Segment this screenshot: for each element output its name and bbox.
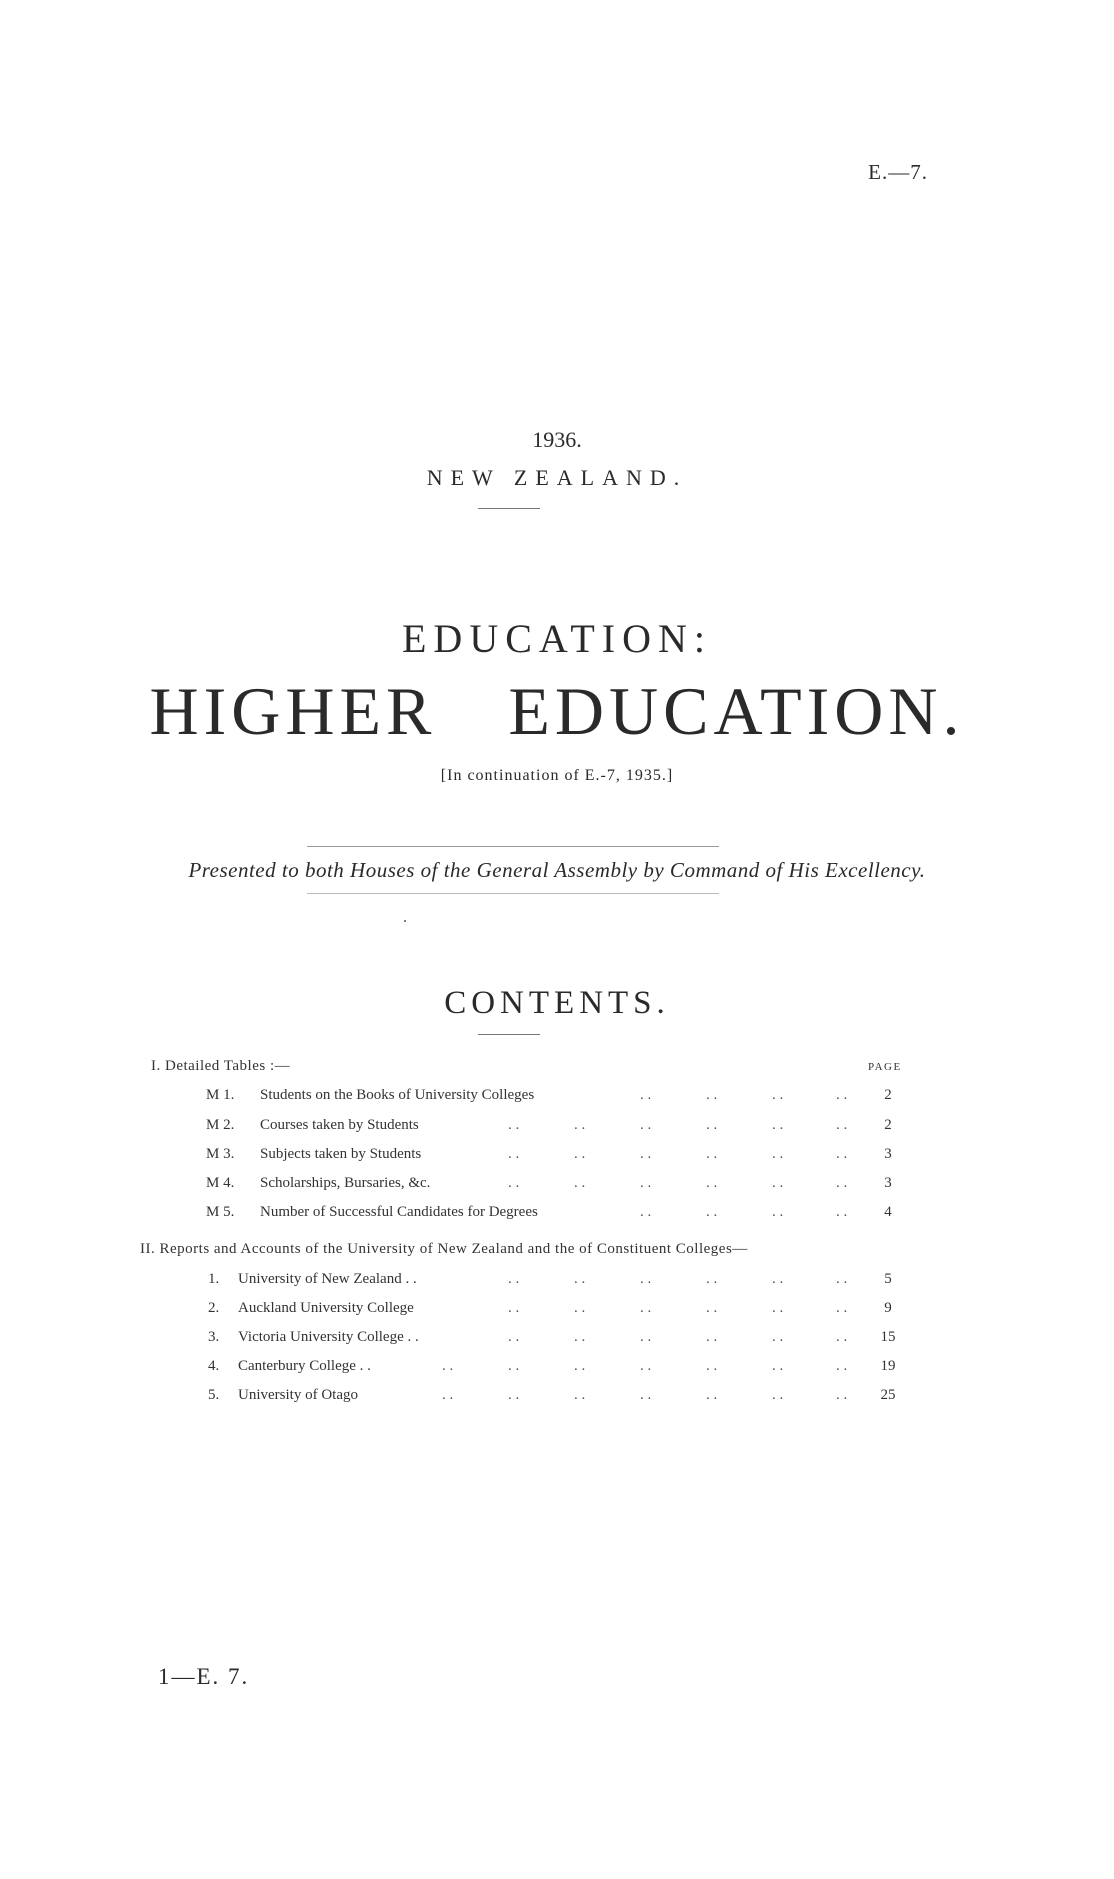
divider [478, 508, 540, 509]
item-title: University of Otago [238, 1387, 358, 1403]
item-number: 2. [208, 1300, 220, 1316]
item-title: Auckland University College [238, 1300, 414, 1316]
page-column-label: PAGE [868, 1061, 902, 1073]
item-page: 4 [884, 1204, 892, 1220]
subject-heading: EDUCATION: [402, 616, 712, 661]
item-title: University of New Zealand . . [238, 1271, 417, 1287]
item-page: 3 [884, 1175, 892, 1191]
item-number: M 3. [206, 1146, 235, 1162]
item-page: 5 [884, 1271, 892, 1287]
item-page: 25 [880, 1387, 896, 1403]
item-page: 9 [884, 1300, 892, 1316]
item-number: M 4. [206, 1175, 235, 1191]
section-label: I. Detailed Tables :— [151, 1058, 291, 1074]
item-number: 5. [208, 1387, 220, 1403]
contents-heading: CONTENTS. [444, 985, 670, 1021]
item-title: Courses taken by Students [260, 1117, 419, 1133]
continuation-note: [In continuation of E.-7, 1935.] [440, 767, 674, 784]
section-label: II. Reports and Accounts of the University of New Zealand and the of Constituent Colleges— [140, 1241, 748, 1257]
item-page: 2 [884, 1117, 892, 1133]
item-title: Number of Successful Candidates for Degrees [260, 1204, 538, 1220]
divider [478, 1034, 540, 1035]
signature-mark: 1—E. 7. [158, 1664, 250, 1689]
item-page: 2 [884, 1087, 892, 1103]
item-number: M 5. [206, 1204, 235, 1220]
item-title: Students on the Books of University Colleges [260, 1087, 535, 1103]
ink-dot [404, 920, 406, 922]
page-title: HIGHER EDUCATION. [149, 673, 965, 749]
item-number: 4. [208, 1358, 220, 1374]
document-reference: E.—7. [868, 160, 928, 184]
item-number: 3. [208, 1329, 220, 1345]
item-page: 3 [884, 1146, 892, 1162]
item-page: 19 [880, 1358, 896, 1374]
item-page: 15 [880, 1329, 896, 1345]
item-title: Subjects taken by Students [260, 1146, 422, 1162]
item-title: Canterbury College . . [238, 1358, 371, 1374]
year: 1936. [532, 427, 582, 452]
divider [307, 893, 719, 894]
item-number: 1. [208, 1271, 220, 1287]
item-number: M 1. [206, 1087, 235, 1103]
item-title: Victoria University College . . [238, 1329, 419, 1345]
presented-statement: Presented to both Houses of the General Assembly by Command of His Excellency. [188, 858, 926, 882]
divider [307, 846, 719, 847]
country: NEW ZEALAND. [426, 465, 688, 490]
item-title: Scholarships, Bursaries, &c. [260, 1175, 431, 1191]
item-number: M 2. [206, 1117, 235, 1133]
